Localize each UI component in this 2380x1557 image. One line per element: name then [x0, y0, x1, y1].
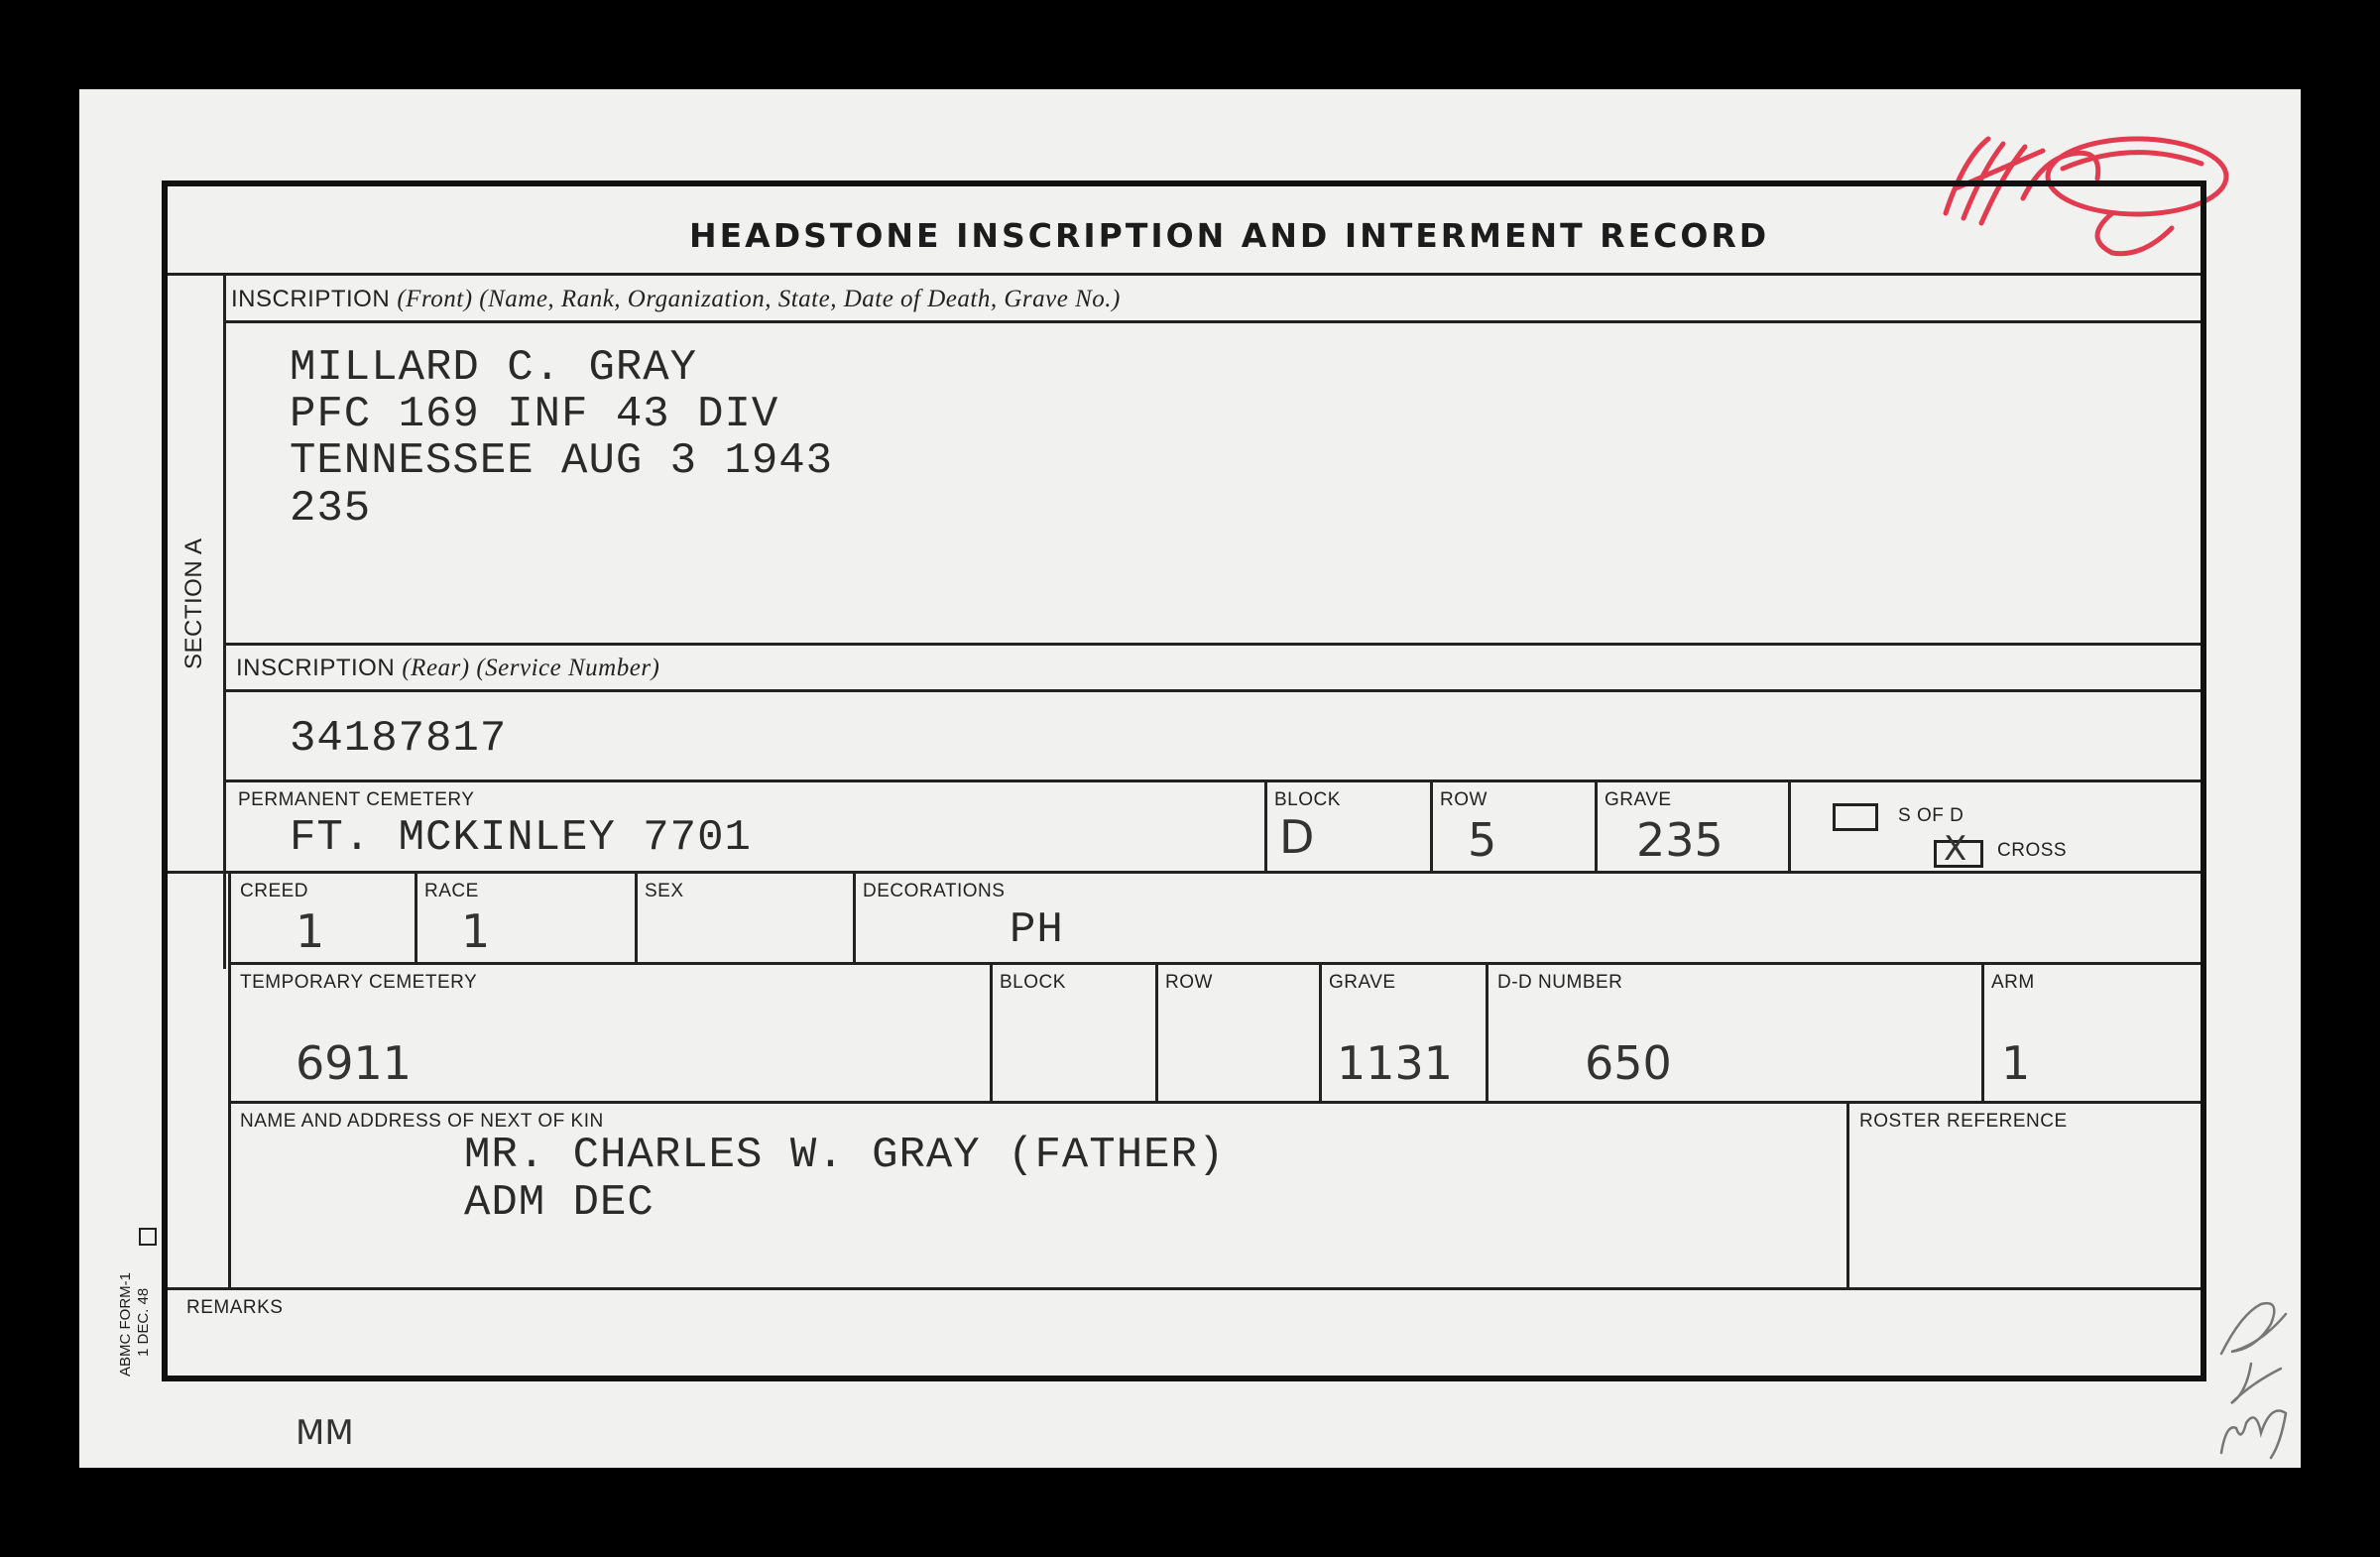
section-a-divider [223, 275, 226, 969]
temp-grave-label: GRAVE [1329, 972, 1396, 993]
inscription-line-3: TENNESSEE AUG 3 1943 [290, 436, 834, 486]
next-of-kin-line-1: MR. CHARLES W. GRAY (FATHER) [464, 1131, 1226, 1180]
row-divider [230, 1101, 2201, 1104]
inscription-rear-note: (Rear) (Service Number) [402, 655, 660, 681]
row-value: 5 [1468, 813, 1497, 867]
col-divider [1595, 781, 1598, 871]
sex-label: SEX [645, 881, 684, 901]
permanent-cemetery-value: FT. MCKINLEY 7701 [290, 813, 752, 863]
row-divider [230, 962, 2201, 965]
s-of-d-checkbox[interactable] [1833, 803, 1878, 831]
remarks-label: REMARKS [186, 1297, 284, 1318]
inscription-line-4: 235 [290, 484, 372, 534]
race-value: 1 [461, 904, 491, 958]
row-divider [225, 779, 2201, 782]
col-divider [853, 873, 856, 964]
inscription-rear-label [236, 655, 659, 682]
row-divider [225, 689, 2201, 692]
inscription-front-label-text: INSCRIPTION [231, 286, 391, 312]
next-of-kin-line-2: ADM DEC [464, 1178, 654, 1228]
grave-value: 235 [1636, 813, 1724, 867]
inscription-line-2: PFC 169 INF 43 DIV [290, 390, 779, 439]
inscription-front-label [231, 286, 1121, 313]
permanent-cemetery-label: PERMANENT CEMETERY [238, 789, 475, 810]
col-divider [1155, 964, 1158, 1103]
section-b-divider [228, 873, 231, 1289]
form-id-text: ABMC FORM-1 [117, 1272, 134, 1377]
row-divider [225, 643, 2201, 646]
cross-label: CROSS [1997, 840, 2068, 861]
race-label: RACE [424, 881, 479, 901]
roster-reference-label: ROSTER REFERENCE [1859, 1111, 2068, 1132]
block-label: BLOCK [1274, 789, 1341, 810]
form-date-text: 1 DEC. 48 [135, 1287, 152, 1357]
dd-number-value: 650 [1585, 1036, 1672, 1090]
form-id [117, 1272, 153, 1377]
col-divider [1264, 781, 1267, 871]
col-divider [1486, 964, 1488, 1103]
inscription-front-note: (Front) (Name, Rank, Organization, State, Date of Death, Grave No.) [397, 286, 1121, 312]
section-divider [168, 871, 2201, 874]
row-label: ROW [1440, 789, 1488, 810]
next-of-kin-label: NAME AND ADDRESS OF NEXT OF KIN [240, 1111, 604, 1132]
section-a-label: SECTION A [180, 538, 207, 669]
grave-label: GRAVE [1605, 789, 1672, 810]
arm-value: 1 [2001, 1036, 2031, 1090]
col-divider [1846, 1103, 1849, 1289]
col-divider [1788, 781, 1791, 871]
inscription-line-1: MILLARD C. GRAY [290, 343, 698, 393]
col-divider [990, 964, 993, 1103]
col-divider [1981, 964, 1984, 1103]
col-divider [415, 873, 417, 964]
form-title: HEADSTONE INSCRIPTION AND INTERMENT RECORD [689, 216, 1770, 255]
temporary-cemetery-label: TEMPORARY CEMETERY [240, 972, 478, 993]
dd-number-label: D-D NUMBER [1497, 972, 1623, 993]
inscription-rear-label-text: INSCRIPTION [236, 655, 396, 681]
margin-signature-mark [2202, 1274, 2301, 1463]
row-divider [168, 1287, 2201, 1290]
col-divider [1430, 781, 1433, 871]
creed-value: 1 [296, 904, 325, 958]
temp-row-label: ROW [1165, 972, 1213, 993]
form-id-checkbox [139, 1228, 157, 1246]
service-number: 34187817 [290, 714, 508, 764]
arm-label: ARM [1991, 972, 2035, 993]
creed-label: CREED [240, 881, 309, 901]
temp-block-label: BLOCK [1000, 972, 1066, 993]
s-of-d-label: S OF D [1898, 805, 1964, 826]
temp-grave-value: 1131 [1337, 1036, 1454, 1090]
col-divider [1319, 964, 1322, 1103]
decorations-value: PH [1010, 905, 1064, 955]
decorations-label: DECORATIONS [863, 881, 1006, 901]
record-card [79, 89, 2301, 1468]
col-divider [635, 873, 638, 964]
cross-check-mark: X [1944, 829, 1967, 869]
title-divider [168, 273, 2201, 276]
block-value: D [1279, 810, 1315, 864]
row-divider [225, 320, 2201, 323]
bottom-initials: MM [296, 1413, 354, 1453]
temporary-cemetery-value: 6911 [296, 1036, 413, 1090]
